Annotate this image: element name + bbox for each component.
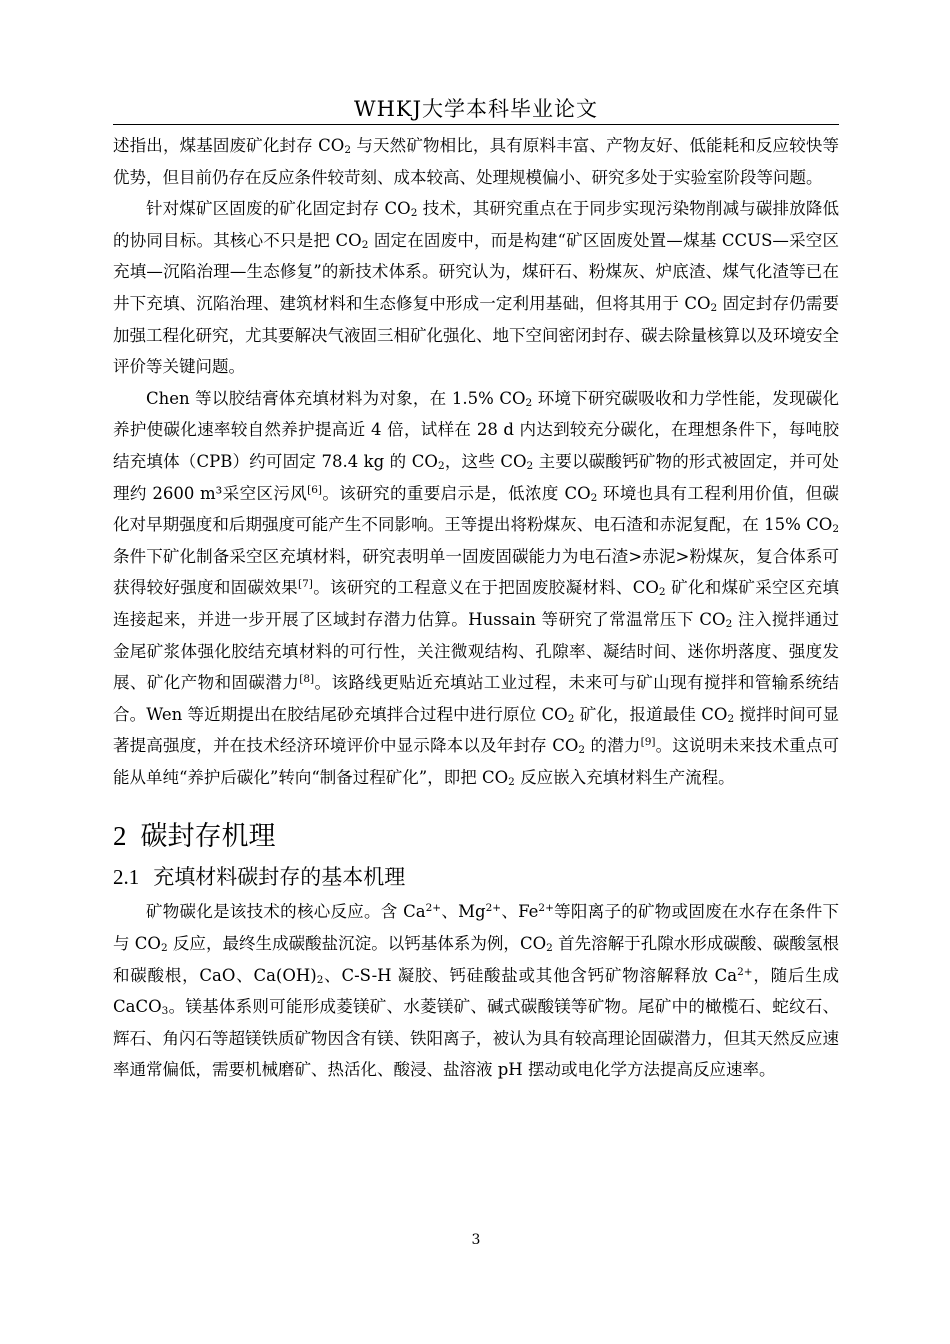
page-number: 3 <box>471 1232 481 1248</box>
subsection-title: 充填材料碳封存的基本机理 <box>153 865 406 890</box>
paragraph-continuation: 述指出，煤基固废矿化封存 $CO_2$ 与天然矿物相比，具有原料丰富、产物友好、低能耗和反应较快等优势，但目前仍存在反应条件较苛刻、成本较高、处理规模偏小、研究多处于实验室阶段等问题。 <box>113 136 839 187</box>
subsection-number: 2.1 <box>113 865 140 890</box>
subsection-heading <box>113 860 839 894</box>
section-number: 2 <box>113 821 127 852</box>
paragraph-mineral-carbonation: 矿物碳化是该技术的核心反应。含 $Ca^{2+}$、$Mg^{2+}$、$Fe^{2+}$等阳离子的矿物或固废在水存在条件下与 $CO_2$ 反应，最终生成碳酸盐沉淀。以钙基体系为例，$CO_2$ 首先溶解于孔隙水形成碳酸、碳酸氢根和碳酸根，CaO、$Ca(OH)_2$、C-S-H 凝胶、钙硅酸盐或其他含钙矿物溶解释放 $Ca^{2+}$，随后生成 CaCO$_3$。镁基体系则可能形成菱镁矿、水菱镁矿、碱式碳酸镁等矿物。尾矿中的橄榄石、蛇纹石、辉石、角闪石等超镁铁质矿物因含有镁、铁阳离子，被认为具有较高理论固碳潜力，但其天然反应速率通常偏低，需要机械磨矿、热活化、酸浸、盐溶液 pH 摆动或电化学方法提高反应速率。 <box>113 902 840 1080</box>
paragraph-literature-review: Chen 等以胶结膏体充填材料为对象，在 1.5% $CO_2$ 环境下研究碳吸收和力学性能，发现碳化养护使碳化速率较自然养护提高近 4 倍，试样在 28 d 内达到较充分碳化，在理想条件下，每吨胶结充填体（CPB）约可固定 78.4 kg 的 $CO_2$，这些 $CO_2$ 主要以碳酸钙矿物的形式被固定，并可处理约 2600 m³采空区污风[6]。该研究的重要启示是，低浓度 $CO_2$ 环境也具有工程利用价值，但碳化对早期强度和后期强度可能产生不同影响。王等提出将粉煤灰、电石渣和赤泥复配，在 15% $CO_2$ 条件下矿化制备采空区充填材料，研究表明单一固废固碳能力为电石渣>赤泥>粉煤灰，复合体系可获得较好强度和固碳效果[7]。该研究的工程意义在于把固废胶凝材料、$CO_2$ 矿化和煤矿采空区充填连接起来，并进一步开展了区域封存潜力估算。Hussain 等研究了常温常压下 $CO_2$ 注入搅拌通过金尾矿浆体强化胶结充填材料的可行性，关注微观结构、孔隙率、凝结时间、迷你坍落度、强度发展、矿化产物和固碳潜力[8]。该路线更贴近充填站工业过程，未来可与矿山现有搅拌和管输系统结合。Wen 等近期提出在胶结尾砂充填拌合过程中进行原位 $CO_2$ 矿化，报道最佳 $CO_2$ 搅拌时间可显著提高强度，并在技术经济环境评价中显示降本以及年封存 $CO_2$ 的潜力[9]。这说明未来技术重点可能从单纯“养护后碳化”转向“制备过程矿化”，即把 $CO_2$ 反应嵌入充填材料生产流程。 <box>113 388 840 788</box>
running-header: WHKJ大学本科毕业论文 <box>353 97 598 121</box>
section-heading <box>113 819 839 854</box>
header-divider <box>113 124 839 125</box>
section-title: 碳封存机理 <box>140 821 276 853</box>
paragraph-ccus-system: 针对煤矿区固废的矿化固定封存 $CO_2$ 技术，其研究重点在于同步实现污染物削减与碳排放降低的协同目标。其核心不只是把 $CO_2$ 固定在固废中，而是构建“矿区固废处置—煤基 CCUS—采空区充填—沉陷治理—生态修复”的新技术体系。研究认为，煤矸石、粉煤灰、炉底渣、煤气化渣等已在井下充填、沉陷治理、建筑材料和生态修复中形成一定利用基础，但将其用于 $CO_2$ 固定封存仍需要加强工程化研究，尤其要解决气液固三相矿化强化、地下空间密闭封存、碳去除量核算以及环境安全评价等关键问题。 <box>113 199 839 377</box>
body-text <box>113 130 839 1086</box>
